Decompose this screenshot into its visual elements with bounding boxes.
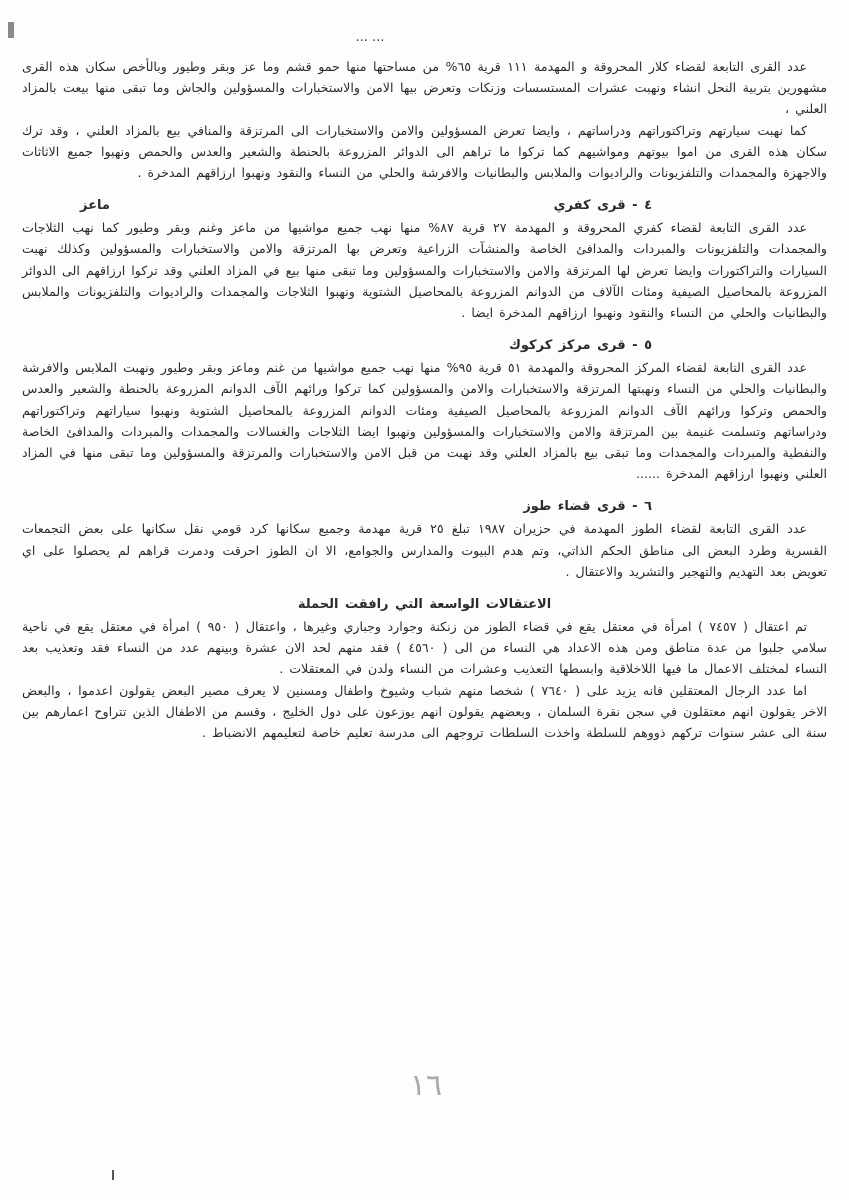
margin-note: ماعز (80, 198, 110, 214)
paragraph-kalar-2: كما نهبت سيارتهم وتراكتوراتهم ودراساتهم ، وايضا تعرض المسؤولين والامن والاستخبارات الى المرتزقة والمنافي بيع بالمزاد العلني ، وقد ترك سكان هذه القرى من اموا بيوتهم ومواشيهم كما تركوا ما تراهم الى الدوائر المزروعة بالحنطة والشعير والعدس والحمص ونهبوا جميع الاثاثات والاجهزة والمجمدات والتلفزيونات والراديوات والملابس والبطانيات والافرشة والحلي من النساء والنقود ونهبوا ارزاقهم المدخرة . (22, 122, 827, 181)
section-title: ٤ - قرى كفري (553, 198, 652, 214)
scan-bottom-mark (112, 1170, 114, 1180)
paragraph-kifri: عدد القرى التابعة لقضاء كفري المحروقة و المهدمة ٢٧ قرية ٨٧% منها نهب جميع مواشيها من ماعز وغنم وبقر وطيور كما نهب الثلاجات والمجمدات والتلفزيونات والمبردات والمدافئ الخاصة والمنشآت الزراعية وتعرض بها المرتزقة والامن والاستخبارات والمسؤولين وكذلك نهبت السيارات والتراكتورات وايضا تعرض لها المرتزقة والامن والاستخبارات والمسؤولين وما تبقى منها بيع في المزاد العلني وقد تركوا ارزاقهم الى الدوائر المزروعة بالمحاصيل الصيفية ومئات الآلاف من الدوانم المزروعة بالمحاصيل الشتوية ونهبوا الثلاجات والمجمدات والراديوات والتلفزيونات والملابس والبطانيات والحلي من النساء والنقود ونهبوا ارزاقهم المدخرة ايضا . (22, 220, 827, 321)
section-heading-kirkuk: ٥ - قرى مركز كركوك (508, 338, 652, 354)
document-body (22, 56, 827, 743)
section-heading-tuz: ٦ - قرى قضاء طوز (523, 499, 652, 515)
paragraph-arrests-1: تم اعتقال ( ٧٤٥٧ ) امرأة في معتقل يقع في قضاء الطوز من زنكنة وجوارد وجباري وغيرها ، واعتقال ( ٩٥٠ ) امرأة في معتقل يقع في ناحية سلامي جلبوا من عدة مناطق ومن هذه الاعداد هي النساء من الى ( ٤٥٦٠ ) فقد منهم لحد الان عشرة وبينهم عدد من النساء فقد وتعذيب بعد النساء لمختلف الاعمال ما فيها اللاخلاقية وابسطها التعذيب وعشرات من النساء ولدن في المعتقلات . (22, 619, 827, 677)
section-heading-arrests: الاعتقالات الواسعة التي رافقت الحملة (297, 597, 552, 613)
paragraph-tuz: عدد القرى التابعة لقضاء الطوز المهدمة في حزيران ١٩٨٧ تبلغ ٢٥ قرية مهدمة وجميع سكانها كرد قومي نقل سكانها على بعض التجمعات القسرية وطرد البعض الى مناطق الحكم الذاتي، وتم هدم البيوت والمدارس والجوامع، الا ان الطوز احرقت ودمرت قراهم لم يحصلوا على اي تعويض بعد التهديم والتهجير والتشريد والاعتقال . (22, 521, 827, 579)
page-number: ١٦ (409, 1068, 443, 1103)
scan-edge-mark (8, 22, 14, 38)
paragraph-arrests-2: اما عدد الرجال المعتقلين فانه يزيد على ( ٧٦٤٠ ) شخصا منهم شباب وشيوخ واطفال ومسنين لا يعرف مصير البعض يقولون اعدموا ، والبعض الاخر يقولون انهم معتقلون في سجن نقرة السلمان ، وبعضهم يقولون انهم يوزعون على دول الخليج ، وقسم من الاطفال الذين تتراوح اعمارهم بين سنة الى عشر سنوات تركهم ذووهم للسلطة واخذت السلطات تروجهم الى مدرسة تعليم خاصة لتعليمهم الانضباط . (22, 682, 827, 741)
top-cut-text: ... ... (355, 30, 385, 45)
paragraph-kirkuk: عدد القرى التابعة لقضاء المركز المحروقة والمهدمة ٥١ قرية ٩٥% منها نهب جميع مواشيها من غنم وماعز وبقر وطيور ونهبت الملابس والافرشة والبطانيات والحلي من النساء ونهبتها المرتزقة والاستخبارات والامن والمسؤولين كما تركوا ورائهم الآف الدوانم المزروعة بالحنطة والشعير والعدس والحمص وتركوا ورائهم الآف الدوانم المزروعة بالمحاصيل الصيفية ومئات الدوانم المزروعة بالمحاصيل الشتوية ونهبوا سياراتهم وتراكتوراتهم ودراساتهم وتسلمت غنيمة بين المرتزقة والامن والاستخبارات والمسؤولين ونهبوا ايضا الثلاجات والغسالات والمجمدات والمبردات والمدافئ الخاصة والنفطية والمبردات والمجمدات وما تبقى بيع بالمزاد العلني وقد نهبت من قبل الامن والاستخبارات والمرتزقة والمسؤولين وما تبقى منها في المزاد العلني ونهبوا ارزاقهم المدخرة ...... (22, 360, 827, 482)
paragraph-kalar-1: عدد القرى التابعة لقضاء كلار المحروقة و المهدمة ١١١ قرية ٦٥% من مساحتها منها حمو قشم وما عز وبقر وطيور وبالأخص سكان هذه القرى مشهورين بتربية النحل انشاء ونهبت عشرات المستسسات وزنكات وتعرض بيها الامن والاستخبارات والمسؤولين والجاش وما تبقى منها بيعت بالمزاد العلني ، (22, 59, 827, 117)
section-heading-kifri (22, 195, 827, 217)
